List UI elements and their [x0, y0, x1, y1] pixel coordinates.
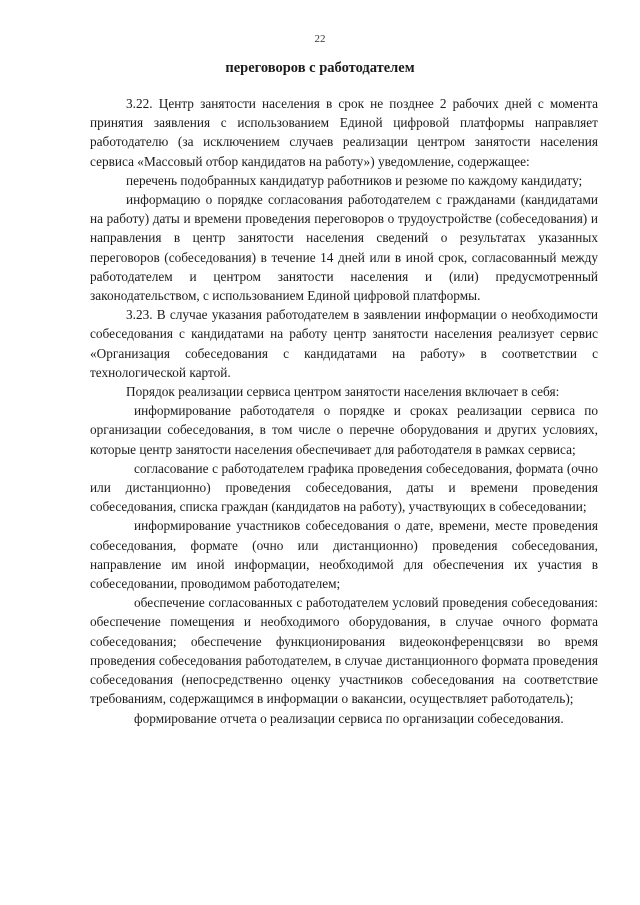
paragraph-candidates-list: перечень подобранных кандидатур работников и резюме по каждому кандидату;: [126, 172, 583, 188]
paragraph-3-23: 3.23. В случае указания работодателем в заявлении информации о необходимости собеседования с кандидатами на работу центр занятости населения реализует сервис «Организация собеседования с кандидатами на работу» в соответствии с технологической картой.: [90, 307, 598, 380]
paragraph-service-procedure: Порядок реализации сервиса центром занятости населения включает в себя:: [126, 384, 560, 400]
paragraph-conditions: обеспечение согласованных с работодателем условий проведения собеседования: обеспечение помещения и необходимого оборудования, в случае очного формата собеседования; обеспечение функционирования видеоконференцсвязи во время проведения собеседования работодателем, в случае дистанционного формата проведения собеседования (непосредственно оценку участников собеседования на соответствие требованиям, содержащимся в информации о вакансии, осуществляет работодатель);: [90, 595, 598, 707]
paragraph-informing-participants: информирование участников собеседования о дате, времени, месте проведения собеседования, формате (очно или дистанционно) проведения собеседования, направление им иной информации, необходимой для обеспечения их участия в собеседовании, проводимом работодателем;: [90, 518, 598, 592]
document-body: [90, 94, 598, 728]
paragraph-informing-employer: информирование работодателя о порядке и сроках реализации сервиса по организации собеседования, в том числе о перечне оборудования и других условиях, которые центр занятости населения обеспечивает для работодателя в рамках сервиса;: [90, 403, 598, 457]
paragraph-3-22: 3.22. Центр занятости населения в срок не позднее 2 рабочих дней с момента принятия заявления с использованием Единой цифровой платформы направляет работодателю (за исключением случаев реализации центром занятости населения сервиса «Массовый отбор кандидатов на работу») уведомление, содержащее:: [90, 96, 598, 169]
section-heading: переговоров с работодателем: [225, 60, 415, 76]
paragraph-interview-info: информацию о порядке согласования работодателем с гражданами (кандидатами на работу) даты и времени проведения переговоров о трудоустройстве (собеседования) и направления в центр занятости населения сведений о результатах указанных переговоров (собеседования) в течение 14 дней или в иной срок, согласованный между работодателем и центром занятости населения и (или) предусмотренный законодательством, с использованием Единой цифровой платформы.: [90, 192, 598, 304]
paragraph-report: формирование отчета о реализации сервиса по организации собеседования.: [134, 710, 564, 726]
page-number: 22: [314, 33, 326, 45]
paragraph-schedule-agreement: согласование с работодателем графика проведения собеседования, формата (очно или дистанционно) проведения собеседования, даты и времени проведения собеседования, списка граждан (кандидатов на работу), участвующих в собеседовании;: [90, 460, 598, 515]
